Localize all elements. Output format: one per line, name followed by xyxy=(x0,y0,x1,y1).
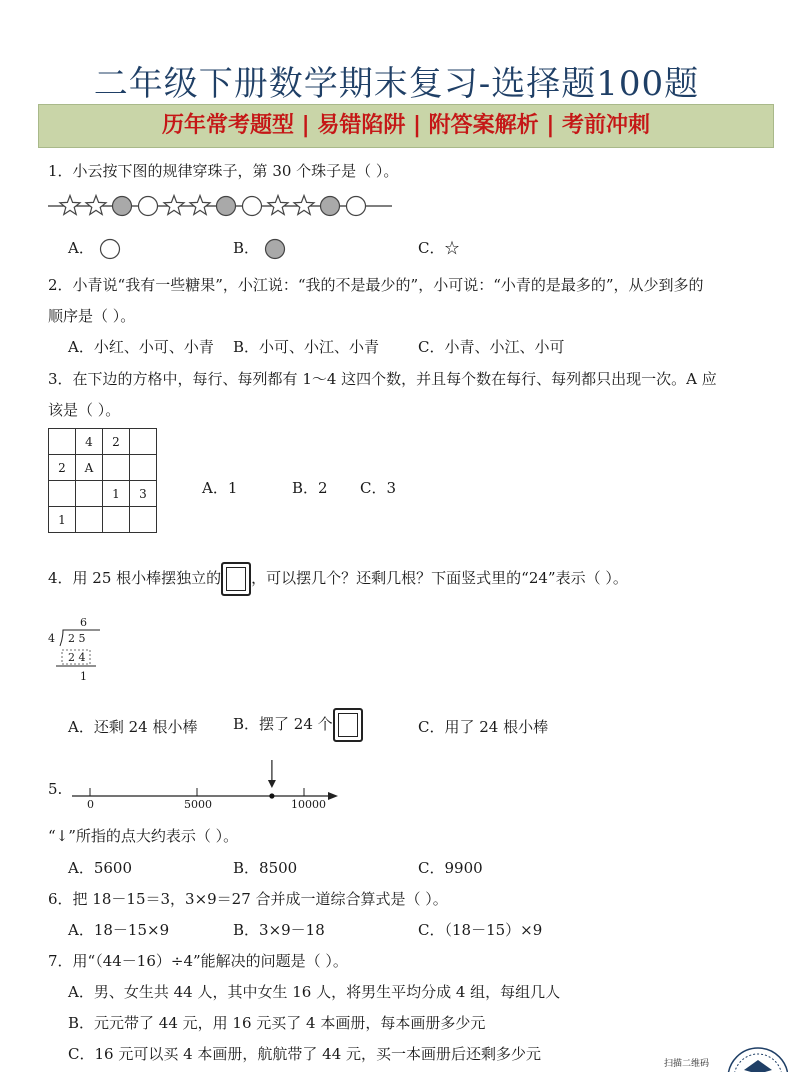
option-b-label: B． xyxy=(233,239,260,257)
question-7-option-b: B．元元带了 44 元，用 16 元买了 4 本画册，每本画册多少元 xyxy=(68,1014,486,1032)
question-7-option-a: A．男、女生共 44 人，其中女生 16 人，将男生平均分成 4 组，每组几人 xyxy=(68,983,561,1001)
question-4-stem-pre: 4．用 25 根小棒摆独立的 xyxy=(48,569,222,587)
grid-cell xyxy=(130,507,157,533)
question-1-stem: 1．小云按下图的规律穿珠子，第 30 个珠子是（ ）。 xyxy=(48,162,399,180)
division-divisor: 4 xyxy=(48,632,55,645)
question-5-stem: “↓”所指的点大约表示（ ）。 xyxy=(48,827,239,845)
gray-bead-icon xyxy=(113,197,132,216)
question-5-option-a: A．5600 xyxy=(68,859,133,877)
question-4-option-c: C．用了 24 根小棒 xyxy=(418,718,549,736)
grid-cell: 2 xyxy=(49,455,76,481)
question-6-option-a: A．18－15×9 xyxy=(68,921,170,939)
bead-string-diagram xyxy=(48,192,398,220)
grid-cell xyxy=(130,455,157,481)
gray-bead-icon xyxy=(264,238,286,260)
division-product: 2 4 xyxy=(68,651,86,664)
question-5-option-b: B．8500 xyxy=(233,859,298,877)
question-7-option-c: C．16 元可以买 4 本画册，航航带了 44 元，买一本画册后还剩多少元 xyxy=(68,1045,542,1063)
question-3-stem-line1: 3．在下边的方格中，每行、每列都有 1～4 这四个数，并且每个数在每行、每列都只出现一次。A 应 xyxy=(48,370,717,388)
question-4-stem xyxy=(48,560,628,600)
tick-label-5000: 5000 xyxy=(184,798,212,811)
question-2-option-b: B．小可、小江、小青 xyxy=(233,338,380,356)
banner-text: 历年常考题型 | 易错陷阱 | 附答案解析 | 考前冲刺 xyxy=(161,113,651,138)
grid-cell xyxy=(130,429,157,455)
question-3-option-b: B．2 xyxy=(292,479,328,497)
question-3-option-c: C．3 xyxy=(360,479,397,497)
number-grid xyxy=(48,428,157,533)
grid-cell xyxy=(49,429,76,455)
star-bead-icon xyxy=(294,196,314,215)
qr-badge-icon xyxy=(718,1040,788,1072)
grid-cell: 3 xyxy=(130,481,157,507)
grid-cell: 4 xyxy=(76,429,103,455)
square-icon xyxy=(333,708,363,742)
division-quotient: 6 xyxy=(80,616,87,629)
grid-cell xyxy=(76,507,103,533)
option-b-text: B．摆了 24 个 xyxy=(233,715,333,733)
question-4-stem-post: ，可以摆几个？还剩几根？下面竖式里的“24”表示（ ）。 xyxy=(251,569,628,587)
question-7-stem: 7．用“（44－16）÷4”能解决的问题是（ ）。 xyxy=(48,952,348,970)
grid-cell xyxy=(76,481,103,507)
star-bead-icon xyxy=(164,196,184,215)
white-bead-icon xyxy=(347,197,366,216)
grid-cell: A xyxy=(76,455,103,481)
star-bead-icon xyxy=(190,196,210,215)
subtitle-banner xyxy=(38,104,774,148)
star-bead-icon xyxy=(268,196,288,215)
question-1-option-c: C．☆ xyxy=(418,239,460,257)
grid-cell xyxy=(49,481,76,507)
question-1-option-b xyxy=(233,237,286,260)
gray-bead-icon xyxy=(217,197,236,216)
marked-point xyxy=(269,793,274,798)
tick-label-0: 0 xyxy=(87,798,94,811)
page-title: 二年级下册数学期末复习-选择题100题 xyxy=(93,64,700,104)
question-2-stem-line2: 顺序是（ ）。 xyxy=(48,307,136,325)
grid-cell xyxy=(103,507,130,533)
star-bead-icon xyxy=(86,196,106,215)
question-6-option-b: B．3×9－18 xyxy=(233,921,325,939)
white-bead-icon xyxy=(243,197,262,216)
question-6-option-c: C．（18－15）×9 xyxy=(418,921,543,939)
tick-label-10000: 10000 xyxy=(291,798,326,811)
question-4-option-a: A．还剩 24 根小棒 xyxy=(68,718,198,736)
grid-cell: 1 xyxy=(49,507,76,533)
white-bead-icon xyxy=(99,238,121,260)
question-3-stem-line2: 该是（ ）。 xyxy=(48,401,121,419)
question-6-stem: 6．把 18－15＝3，3×9＝27 合并成一道综合算式是（ ）。 xyxy=(48,890,448,908)
white-bead-icon xyxy=(139,197,158,216)
division-remainder: 1 xyxy=(80,670,87,683)
division-dividend: 2 5 xyxy=(68,632,86,645)
option-a-label: A． xyxy=(68,239,94,257)
square-icon xyxy=(221,562,251,596)
grid-cell: 2 xyxy=(103,429,130,455)
question-2-stem-line1: 2．小青说“我有一些糖果”，小江说：“我的不是最少的”，小可说：“小青的是最多的”，从少到多的 xyxy=(48,276,704,294)
question-5-label: 5. xyxy=(48,780,63,798)
gray-bead-icon xyxy=(321,197,340,216)
question-4-option-b xyxy=(233,704,363,744)
question-2-option-c: C．小青、小江、小可 xyxy=(418,338,565,356)
grid-cell: 1 xyxy=(103,481,130,507)
qr-caption: 扫描二维码 xyxy=(664,1059,710,1069)
question-3-option-a: A．1 xyxy=(202,479,238,497)
long-division xyxy=(48,616,118,688)
question-5-option-c: C．9900 xyxy=(418,859,483,877)
down-arrow-icon xyxy=(268,780,276,788)
question-2-option-a: A．小红、小可、小青 xyxy=(68,338,214,356)
question-1-option-a xyxy=(68,237,121,260)
star-bead-icon xyxy=(60,196,80,215)
grid-cell xyxy=(103,455,130,481)
